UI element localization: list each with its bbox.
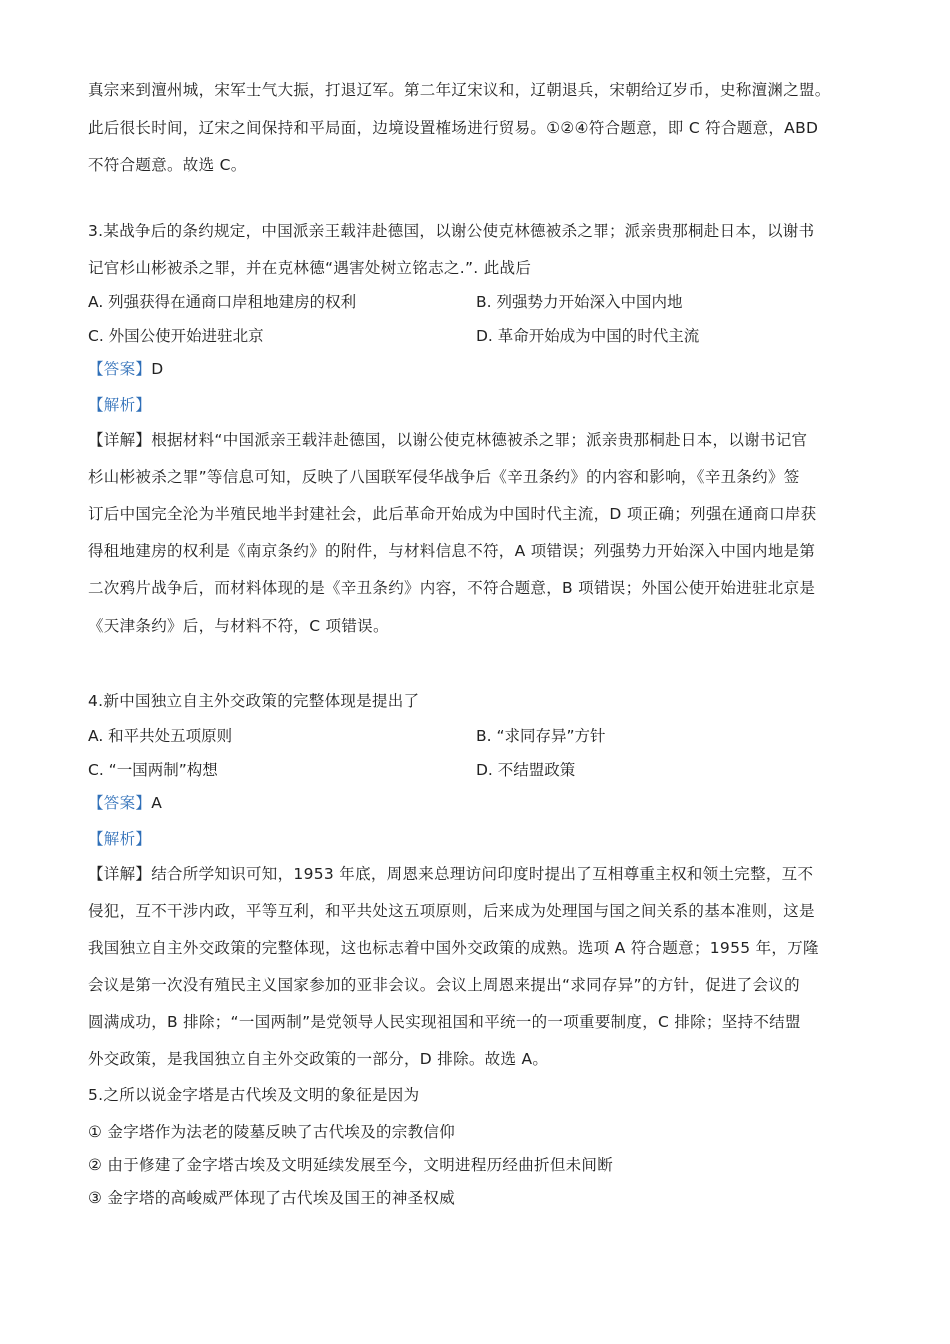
q5-stem: 5.之所以说金字塔是古代埃及文明的象征是因为 bbox=[88, 1086, 420, 1104]
q4-answer-value: A bbox=[151, 794, 163, 812]
intro-line-2: 此后很长时间，辽宋之间保持和平局面，边境设置榷场进行贸易。①②④符合题意，即 C 符合题意，ABD bbox=[88, 119, 819, 137]
q4-detail-line-5: 圆满成功，B 排除；“一国两制”是党领导人民实现祖国和平统一的一项重要制度，C 排除；坚持不结盟 bbox=[88, 1013, 801, 1031]
q3-option-d: D. 革命开始成为中国的时代主流 bbox=[476, 327, 700, 345]
q4-detail-tag: 【详解】 bbox=[88, 865, 152, 883]
q4-detail-text-1: 结合所学知识可知，1953 年底，周恩来总理访问印度时提出了互相尊重主权和领土完整，互不 bbox=[151, 865, 814, 883]
q3-stem-line-2: 记官杉山彬被杀之罪，并在克林德“遇害处树立铭志之.”. 此战后 bbox=[88, 259, 532, 277]
q4-detail-line-6: 外交政策，是我国独立自主外交政策的一部分，D 排除。故选 A。 bbox=[88, 1050, 549, 1068]
q3-detail-text-1: 根据材料“中国派亲王载沣赴德国，以谢公使克林德被杀之罪；派亲贵那桐赴日本，以谢书记官 bbox=[151, 431, 808, 449]
q4-stem: 4.新中国独立自主外交政策的完整体现是提出了 bbox=[88, 692, 420, 710]
q4-detail-line-4: 会议是第一次没有殖民主义国家参加的亚非会议。会议上周恩来提出“求同存异”的方针，促进了会议的 bbox=[88, 976, 800, 994]
q3-answer-tag: 【答案】 bbox=[88, 360, 152, 378]
q4-detail-line-3: 我国独立自主外交政策的完整体现，这也标志着中国外交政策的成熟。选项 A 符合题意；1955 年，万隆 bbox=[88, 939, 819, 957]
q3-analysis bbox=[88, 394, 878, 416]
q3-detail-tag: 【详解】 bbox=[88, 431, 152, 449]
q3-analysis-tag: 【解析】 bbox=[88, 396, 152, 414]
q4-detail-line-1 bbox=[88, 863, 878, 885]
q4-option-c: C. “一国两制”构想 bbox=[88, 761, 218, 779]
q5-item-3: ③ 金字塔的高峻威严体现了古代埃及国王的神圣权威 bbox=[88, 1189, 456, 1207]
q3-answer bbox=[88, 358, 878, 380]
q4-analysis-tag: 【解析】 bbox=[88, 830, 152, 848]
q3-detail-line-6: 《天津条约》后，与材料不符，C 项错误。 bbox=[88, 617, 389, 635]
q5-item-1: ① 金字塔作为法老的陵墓反映了古代埃及的宗教信仰 bbox=[88, 1123, 456, 1141]
q3-option-b: B. 列强势力开始深入中国内地 bbox=[476, 293, 683, 311]
q3-detail-line-3: 订后中国完全沦为半殖民地半封建社会，此后革命开始成为中国时代主流，D 项正确；列强在通商口岸获 bbox=[88, 505, 817, 523]
q3-detail-line-2: 杉山彬被杀之罪”等信息可知，反映了八国联军侵华战争后《辛丑条约》的内容和影响，《辛丑条约》签 bbox=[88, 468, 800, 486]
q3-answer-value: D bbox=[151, 360, 164, 378]
q4-answer bbox=[88, 792, 878, 814]
q3-detail-line-1 bbox=[88, 429, 878, 451]
q4-analysis bbox=[88, 828, 878, 850]
q4-option-a: A. 和平共处五项原则 bbox=[88, 727, 233, 745]
q4-detail-line-2: 侵犯，互不干涉内政，平等互利，和平共处这五项原则，后来成为处理国与国之间关系的基本准则，这是 bbox=[88, 902, 815, 920]
q5-item-2: ② 由于修建了金字塔古埃及文明延续发展至今，文明进程历经曲折但未间断 bbox=[88, 1156, 614, 1174]
q4-option-d: D. 不结盟政策 bbox=[476, 761, 576, 779]
intro-line-1: 真宗来到澶州城，宋军士气大振，打退辽军。第二年辽宋议和，辽朝退兵，宋朝给辽岁币，史称澶渊之盟。 bbox=[88, 81, 831, 99]
q3-detail-line-4: 得租地建房的权利是《南京条约》的附件，与材料信息不符，A 项错误；列强势力开始深入中国内地是第 bbox=[88, 542, 816, 560]
q4-answer-tag: 【答案】 bbox=[88, 794, 152, 812]
q3-detail-line-5: 二次鸦片战争后，而材料体现的是《辛丑条约》内容，不符合题意，B 项错误；外国公使开始进驻北京是 bbox=[88, 579, 816, 597]
intro-line-3: 不符合题意。故选 C。 bbox=[88, 156, 247, 174]
q3-option-c: C. 外国公使开始进驻北京 bbox=[88, 327, 264, 345]
q3-option-a: A. 列强获得在通商口岸租地建房的权利 bbox=[88, 293, 357, 311]
q3-stem-line-1: 3.某战争后的条约规定，中国派亲王载沣赴德国，以谢公使克林德被杀之罪；派亲贵那桐赴日本，以谢书 bbox=[88, 222, 815, 240]
q4-option-b: B. “求同存异”方针 bbox=[476, 727, 606, 745]
